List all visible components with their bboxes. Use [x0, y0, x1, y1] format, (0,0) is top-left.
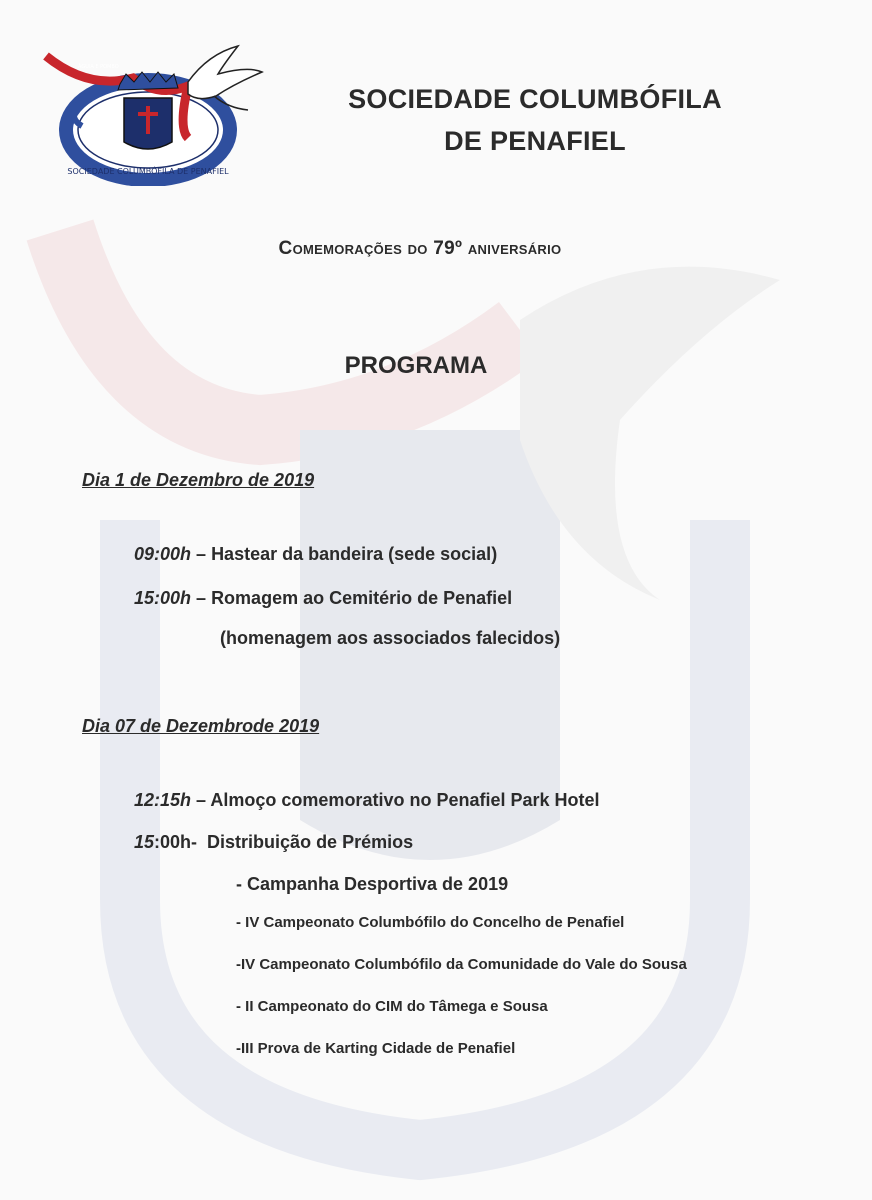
sub-item: -IV Campeonato Columbófilo da Comunidade do Vale do Sousa: [236, 956, 687, 973]
item-text: Almoço comemorativo no Penafiel Park Hotel: [210, 790, 600, 810]
item-time: 12:15h: [134, 790, 192, 810]
item-time: 15: [134, 832, 155, 852]
item-text: Hastear da bandeira (sede social): [211, 544, 498, 564]
club-logo: [38, 38, 268, 186]
schedule-item: [134, 544, 497, 565]
organization-title: [300, 78, 770, 162]
day2-heading: Dia 07 de Dezembrode 2019: [82, 716, 320, 736]
item-separator: –: [191, 544, 212, 564]
day1-heading: Dia 1 de Dezembro de 2019: [82, 470, 315, 490]
sub-item: -III Prova de Karting Cidade de Penafiel: [236, 1040, 516, 1057]
item-time: 09:00h: [134, 544, 192, 564]
item-separator: –: [191, 588, 212, 608]
schedule-item: [134, 790, 600, 811]
schedule-note: (homenagem aos associados falecidos): [220, 628, 561, 648]
sub-item: - II Campeonato do CIM do Tâmega e Sousa: [236, 998, 548, 1015]
schedule-item: [134, 588, 512, 609]
item-separator: –: [191, 790, 211, 810]
sub-item: - IV Campeonato Columbófilo do Concelho de Penafiel: [236, 914, 625, 931]
org-title-line1: SOCIEDADE COLUMBÓFILA: [348, 84, 722, 114]
item-text: Distribuição de Prémios: [207, 832, 414, 852]
item-separator: :00h-: [154, 832, 208, 852]
logo-ribbon-text: ÁGUIA E POMBO: [78, 64, 119, 70]
schedule-item: [134, 832, 413, 853]
item-time: 15:00h: [134, 588, 192, 608]
org-title-line2: DE PENAFIEL: [444, 126, 626, 156]
logo-ring-text: SOCIEDADE COLUMBÓFILA DE PENAFIEL: [67, 167, 229, 176]
anniversary-subtitle: Comemorações do 79º aniversário: [278, 238, 562, 259]
programa-heading: PROGRAMA: [344, 352, 488, 379]
sub-item: - Campanha Desportiva de 2019: [236, 874, 509, 894]
item-text: Romagem ao Cemitério de Penafiel: [211, 588, 513, 608]
